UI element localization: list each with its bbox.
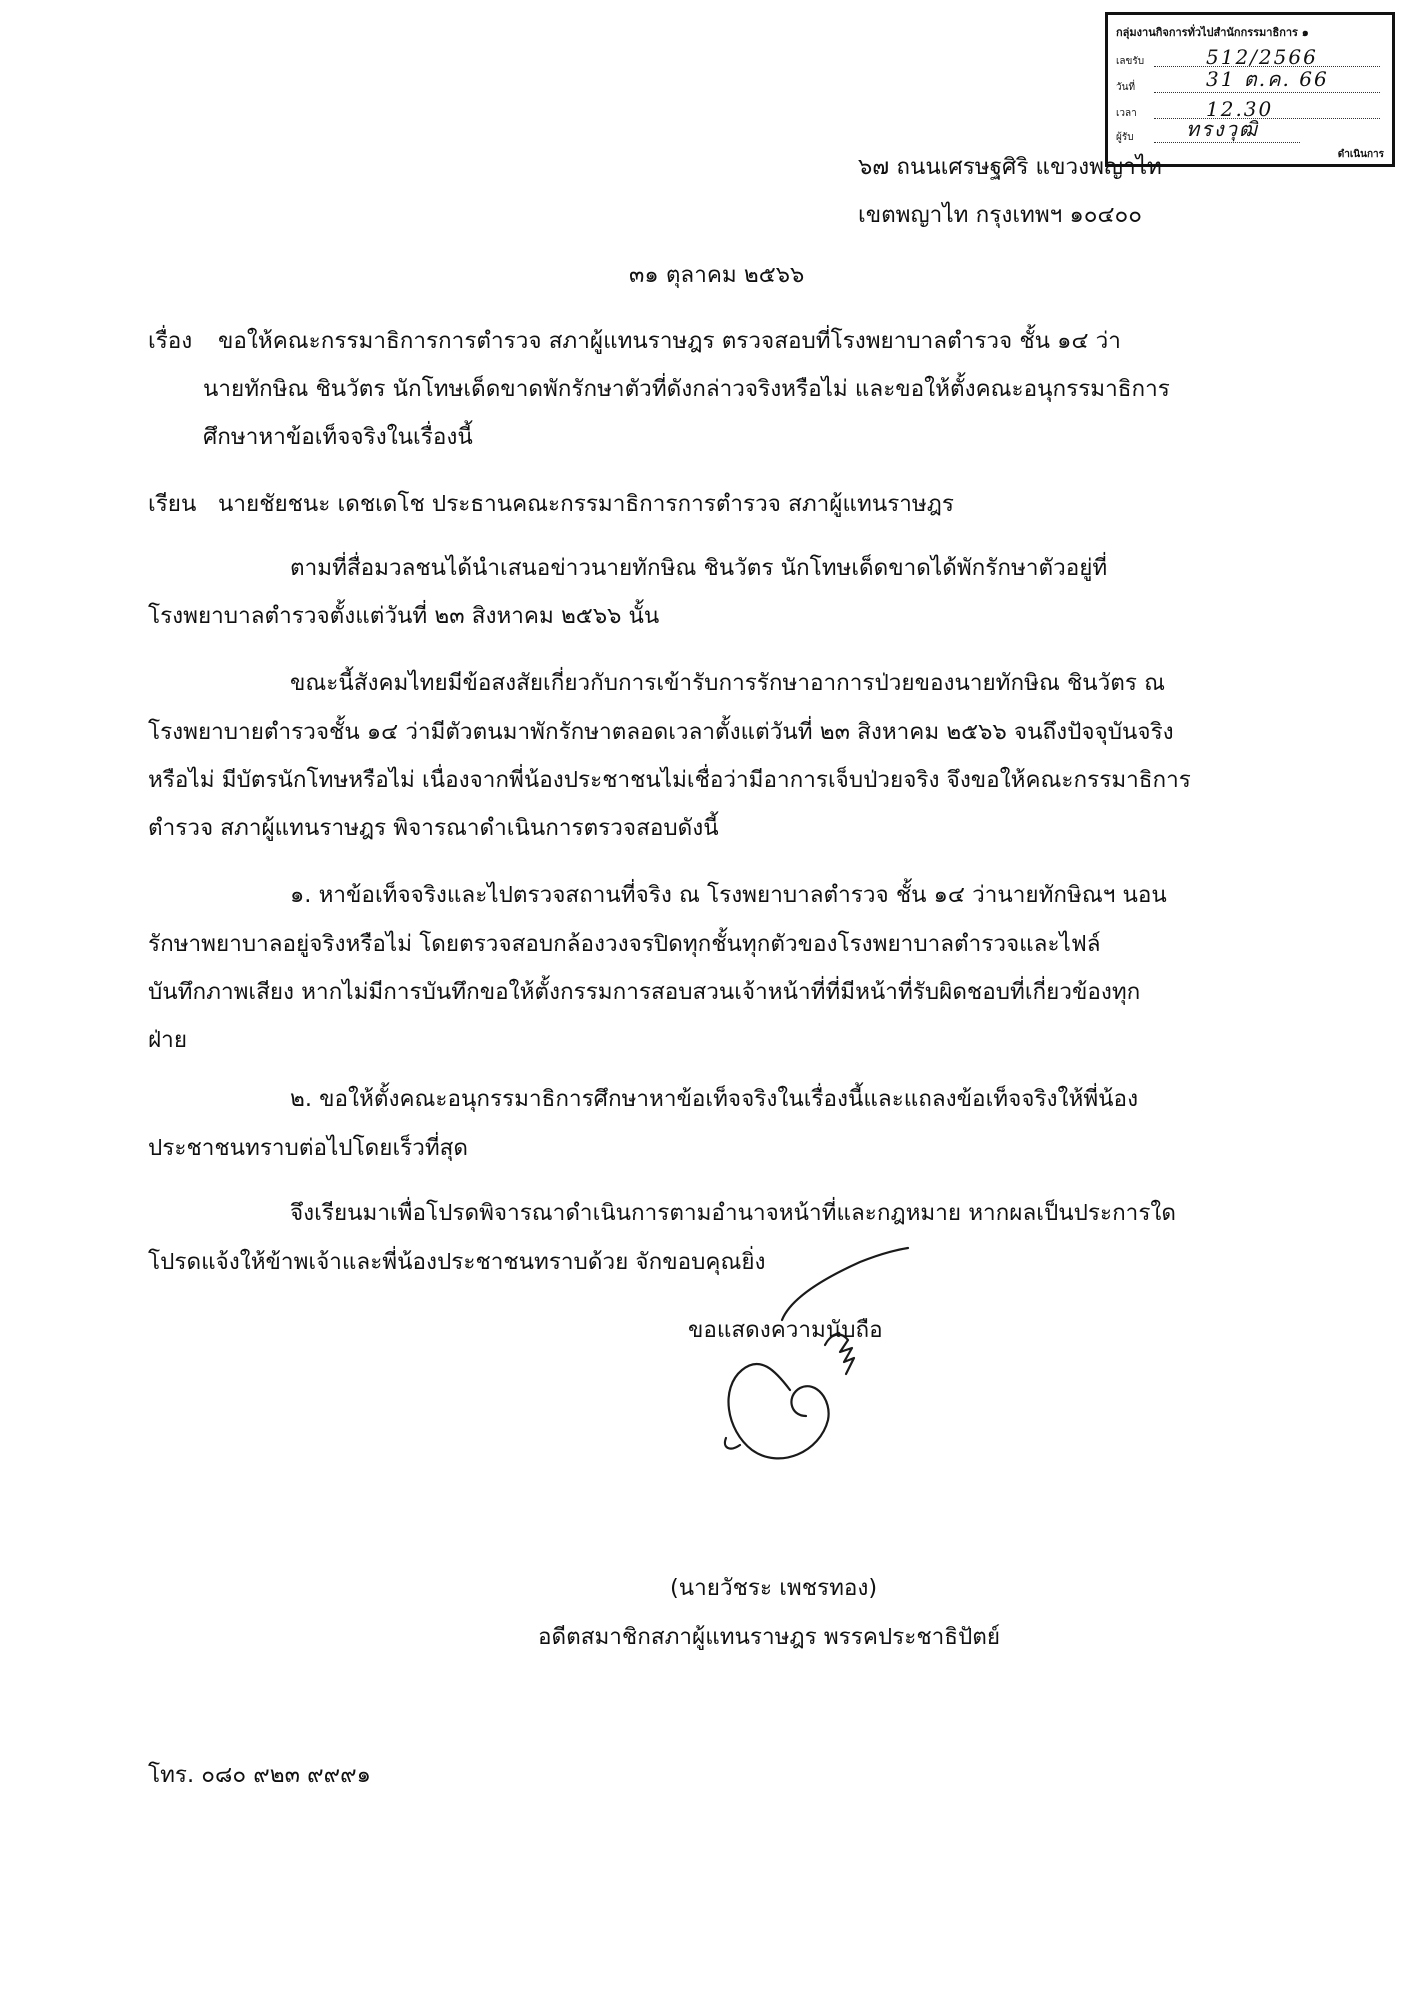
paragraph-line: ๒. ขอให้ตั้งคณะอนุกรรมาธิการศึกษาหาข้อเท็จจริงในเรื่องนี้และแถลงข้อเท็จจริงให้พี่น้อง — [290, 1086, 1139, 1112]
stamp-label: ผู้รับ — [1116, 132, 1134, 143]
signer-name: (นายวัชระ เพชรทอง) — [670, 1575, 878, 1601]
stamp-label: เวลา — [1116, 108, 1137, 119]
stamp-row-date — [1116, 67, 1386, 97]
paragraph-line: ขณะนี้สังคมไทยมีข้อสงสัยเกี่ยวกับการเข้ารับการรักษาอาการป่วยของนายทักษิณ ชินวัตร ณ — [290, 670, 1165, 696]
paragraph-line: ฝ่าย — [148, 1027, 188, 1053]
stamp-end-label: ดำเนินการ — [1337, 149, 1384, 160]
stamp-header: กลุ่มงานกิจการทั่วไปสำนักกรรมาธิการ ๑ — [1116, 26, 1309, 39]
subject-label: เรื่อง — [148, 328, 193, 354]
paragraph-line: ตำรวจ สภาผู้แทนราษฎร พิจารณาดำเนินการตรวจสอบดังนี้ — [148, 815, 719, 841]
address-line-1: ๖๗ ถนนเศรษฐศิริ แขวงพญาไท — [858, 154, 1162, 180]
salutation-text: นายชัยชนะ เดชเดโช ประธานคณะกรรมาธิการการตำรวจ สภาผู้แทนราษฎร — [218, 491, 954, 517]
subject-line: นายทักษิณ ชินวัตร นักโทษเด็ดขาดพักรักษาตัวที่ดังกล่าวจริงหรือไม่ และขอให้ตั้งคณะอนุกรรมาธิการ — [203, 376, 1170, 402]
stamp-value: 31 ต.ค. 66 — [1206, 67, 1329, 91]
paragraph-line: รักษาพยาบาลอยู่จริงหรือไม่ โดยตรวจสอบกล้องวงจรปิดทุกชั้นทุกตัวของโรงพยาบาลตำรวจและไฟล์ — [148, 931, 1101, 957]
paragraph-line: จึงเรียนมาเพื่อโปรดพิจารณาดำเนินการตามอำนาจหน้าที่และกฎหมาย หากผลเป็นประการใด — [290, 1200, 1177, 1226]
subject-line: ศึกษาหาข้อเท็จจริงในเรื่องนี้ — [203, 424, 473, 450]
stamp-label: เลขรับ — [1116, 56, 1145, 67]
salutation-label: เรียน — [148, 491, 197, 517]
stamp-value: 12.30 — [1206, 97, 1274, 121]
paragraph-line: ประชาชนทราบต่อไปโดยเร็วที่สุด — [148, 1135, 469, 1161]
receiving-stamp — [1105, 12, 1395, 167]
paragraph-line: โรงพยาบายตำรวจชั้น ๑๔ ว่ามีตัวตนมาพักรักษาตลอดเวลาตั้งแต่วันที่ ๒๓ สิงหาคม ๒๕๖๖ จนถึงปัจจุบันจริง — [148, 719, 1174, 745]
paragraph-line: โปรดแจ้งให้ข้าพเจ้าและพี่น้องประชาชนทราบด้วย จักขอบคุณยิ่ง — [148, 1249, 766, 1275]
paragraph-line: ตามที่สื่อมวลชนได้นำเสนอข่าวนายทักษิณ ชินวัตร นักโทษเด็ดขาดได้พักรักษาตัวอยู่ที่ — [290, 555, 1108, 581]
stamp-label: วันที่ — [1116, 82, 1136, 93]
paragraph-line: ๑. หาข้อเท็จจริงและไปตรวจสถานที่จริง ณ โรงพยาบาลตำรวจ ชั้น ๑๔ ว่านายทักษิณฯ นอน — [290, 882, 1167, 908]
stamp-row-receiver — [1116, 117, 1306, 147]
address-line-2: เขตพญาไท กรุงเทพฯ ๑๐๔๐๐ — [858, 202, 1142, 228]
stamp-value: ทรงวุฒิ — [1186, 117, 1259, 141]
closing-text: ขอแสดงความนับถือ — [688, 1317, 883, 1343]
signer-title: อดีตสมาชิกสภาผู้แทนราษฎร พรรคประชาธิปัตย์ — [538, 1624, 1001, 1650]
paragraph-line: โรงพยาบาลตำรวจตั้งแต่วันที่ ๒๓ สิงหาคม ๒๕๖๖ นั้น — [148, 603, 660, 629]
letter-date: ๓๑ ตุลาคม ๒๕๖๖ — [629, 262, 805, 288]
subject-line: ขอให้คณะกรรมาธิการการตำรวจ สภาผู้แทนราษฎร ตรวจสอบที่โรงพยาบาลตำรวจ ชั้น ๑๔ ว่า — [218, 328, 1121, 354]
paragraph-line: หรือไม่ มีบัตรนักโทษหรือไม่ เนื่องจากพี่น้องประชาชนไม่เชื่อว่ามีอาการเจ็บป่วยจริง จึงขอให้คณะกรรมาธิการ — [148, 767, 1191, 793]
paragraph-line: บันทึกภาพเสียง หากไม่มีการบันทึกขอให้ตั้งกรรมการสอบสวนเจ้าหน้าที่ที่มีหน้าที่รับผิดชอบที่เกี่ยวข้องทุก — [148, 979, 1141, 1005]
phone-number: โทร. ๐๘๐ ๙๒๓ ๙๙๙๑ — [148, 1762, 371, 1788]
handwritten-signature — [690, 1240, 1010, 1470]
stamp-value: 512/2566 — [1206, 45, 1318, 69]
